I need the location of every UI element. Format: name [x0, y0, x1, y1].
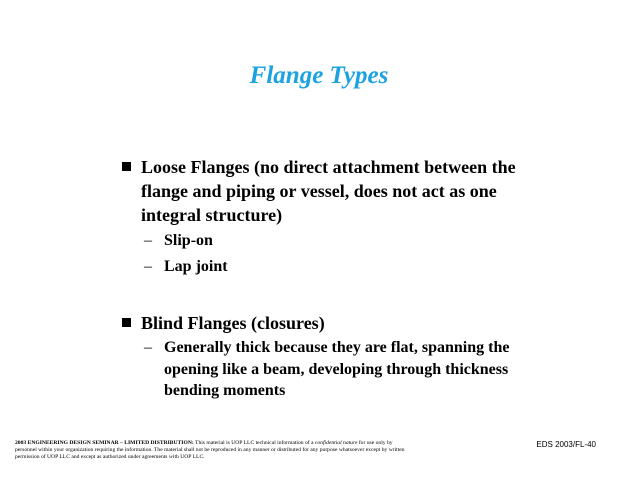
footer-text-part-1: This material is UOP LLC technical information of a — [193, 440, 315, 446]
bullet-blind-flanges: Blind Flanges (closures) — [141, 313, 325, 333]
subitem-generally-thick: Generally thick because they are flat, spanning the opening like a beam, developing through thickness bending moments — [164, 339, 510, 399]
square-bullet-icon-shape — [122, 162, 131, 171]
dash-bullet-icon: – — [144, 258, 152, 275]
bullet-loose-flanges: Loose Flanges (no direct attachment between the flange and piping or vessel, does not act as one integral structure) — [141, 157, 516, 225]
subitem-slip-on: Slip-on — [164, 232, 213, 249]
slide-number: EDS 2003/FL-40 — [536, 440, 596, 449]
footer-text-part-2: for use only by personnel within your organization requiring the information. The material shall not be reproduced in any manner or distributed for any purpose whatsoever except by written permission of UOP LLC and except as authorized under agreements with UOP LLC. — [15, 440, 405, 460]
dash-bullet-icon: – — [144, 339, 152, 356]
footer-italic-text: confidential nature — [314, 440, 358, 446]
confidentiality-footer — [15, 440, 415, 461]
subitem-lap-joint: Lap joint — [164, 258, 228, 275]
square-bullet-icon-shape — [122, 318, 131, 327]
dash-bullet-icon: – — [144, 232, 152, 249]
square-bullet-icon — [122, 162, 138, 178]
square-bullet-icon — [122, 318, 138, 334]
slide-title: Flange Types — [249, 62, 389, 89]
footer-bold-text: 2003 ENGINEERING DESIGN SEMINAR – LIMITED DISTRIBUTION: — [15, 440, 194, 446]
